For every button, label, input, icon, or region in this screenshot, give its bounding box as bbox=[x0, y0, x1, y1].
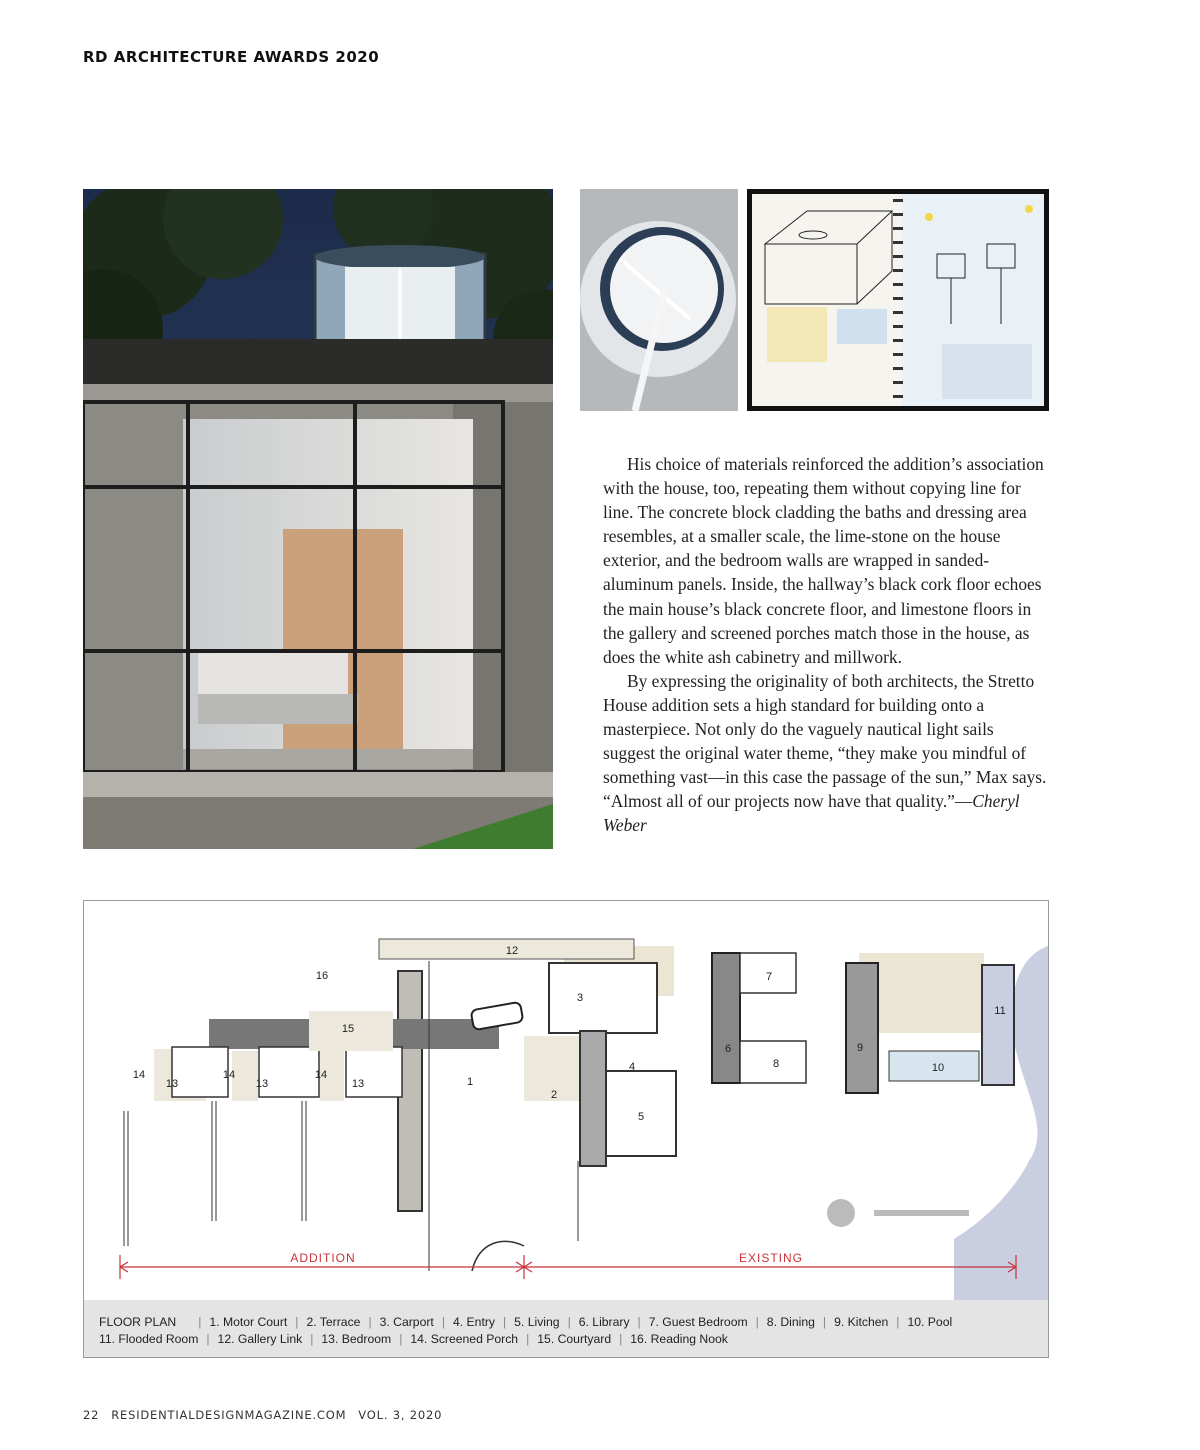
floor-plan-drawing bbox=[84, 901, 1048, 1301]
existing-label: EXISTING bbox=[738, 1251, 804, 1265]
room-number: 13 bbox=[351, 1078, 365, 1090]
legend-item: 9. Kitchen bbox=[834, 1315, 889, 1329]
room-number: 6 bbox=[724, 1043, 732, 1055]
room-number: 10 bbox=[931, 1062, 945, 1074]
legend-item: 10. Pool bbox=[907, 1315, 953, 1329]
room-number: 16 bbox=[315, 970, 329, 982]
page-number: 22 bbox=[83, 1408, 100, 1422]
room-number: 15 bbox=[341, 1023, 355, 1035]
room-number: 11 bbox=[994, 1005, 1006, 1017]
page-footer bbox=[83, 1408, 454, 1422]
room-number: 14 bbox=[222, 1069, 236, 1081]
room-number: 8 bbox=[772, 1058, 780, 1070]
legend-item: 15. Courtyard bbox=[537, 1332, 612, 1346]
legend-row: 11. Flooded Room | 12. Gallery Link | 13. Bedroom | 14. Screened Porch | 15. Courtyard | 16. Reading Nook bbox=[99, 1332, 728, 1346]
room-number: 4 bbox=[628, 1061, 636, 1073]
legend-item: 13. Bedroom bbox=[321, 1332, 392, 1346]
floor-plan-legend bbox=[84, 1300, 1048, 1358]
room-number: 1 bbox=[466, 1076, 474, 1088]
floor-plan bbox=[83, 900, 1049, 1358]
legend-row: FLOOR PLAN | 1. Motor Court | 2. Terrace | 3. Carport | 4. Entry | 5. Living | 6. Library | 7. Guest Bedroom | 8. Dining | 9. Kitchen | 10. Pool bbox=[99, 1315, 953, 1329]
room-number: 13 bbox=[255, 1078, 269, 1090]
skylight-photo bbox=[580, 189, 738, 411]
legend-item: 6. Library bbox=[578, 1315, 630, 1329]
room-number: 14 bbox=[132, 1069, 146, 1081]
addition-label: ADDITION bbox=[290, 1251, 356, 1265]
room-number: 3 bbox=[576, 992, 584, 1004]
legend-item: 8. Dining bbox=[766, 1315, 815, 1329]
room-number: 13 bbox=[165, 1078, 179, 1090]
legend-item: 16. Reading Nook bbox=[630, 1332, 728, 1346]
legend-item: 11. Flooded Room bbox=[99, 1332, 199, 1346]
article-paragraph: His choice of materials reinforced the addition’s association with the house, too, repeating them without copying line for line. The concrete block cladding the baths and dressing area resembles, at a smaller scale, the lime-stone on the house exterior, and the bedroom walls are wrapped in sanded-aluminum panels. Inside, the hallway’s black cork floor echoes the main house’s black concrete floor, and limestone floors in the gallery and screened porches match those in the house, as does the white ash cabinetry and millwork. bbox=[603, 454, 1044, 667]
article-body bbox=[603, 452, 1049, 838]
legend-item: 2. Terrace bbox=[306, 1315, 361, 1329]
room-number: 12 bbox=[505, 945, 519, 957]
room-number: 2 bbox=[550, 1089, 558, 1101]
volume-info: VOL. 3, 2020 bbox=[358, 1408, 443, 1422]
sketchbook-photo bbox=[747, 189, 1049, 411]
room-number: 9 bbox=[856, 1042, 864, 1054]
legend-title: FLOOR PLAN bbox=[99, 1315, 177, 1329]
legend-item: 5. Living bbox=[514, 1315, 560, 1329]
room-number: 14 bbox=[314, 1069, 328, 1081]
room-number: 7 bbox=[765, 971, 773, 983]
legend-item: 4. Entry bbox=[452, 1315, 495, 1329]
room-number: 5 bbox=[637, 1111, 645, 1123]
legend-item: 3. Carport bbox=[379, 1315, 434, 1329]
exterior-bedroom-photo bbox=[83, 189, 553, 849]
section-header: RD ARCHITECTURE AWARDS 2020 bbox=[83, 48, 380, 66]
legend-item: 7. Guest Bedroom bbox=[648, 1315, 748, 1329]
legend-item: 12. Gallery Link bbox=[217, 1332, 303, 1346]
legend-item: 1. Motor Court bbox=[209, 1315, 288, 1329]
website-url: RESIDENTIALDESIGNMAGAZINE.COM bbox=[111, 1408, 347, 1422]
article-paragraph: By expressing the originality of both architects, the Stretto House addition sets a high standard for building onto a masterpiece. Not only do the vaguely nautical light sails suggest the original water theme, “they make you mindful of something vast—in this case the passage of the sun,” Max says. “Almost all of our projects now have that quality.”—Cheryl Weber bbox=[603, 670, 1047, 836]
article-byline: Cheryl Weber bbox=[603, 791, 1020, 836]
legend-item: 14. Screened Porch bbox=[410, 1332, 519, 1346]
